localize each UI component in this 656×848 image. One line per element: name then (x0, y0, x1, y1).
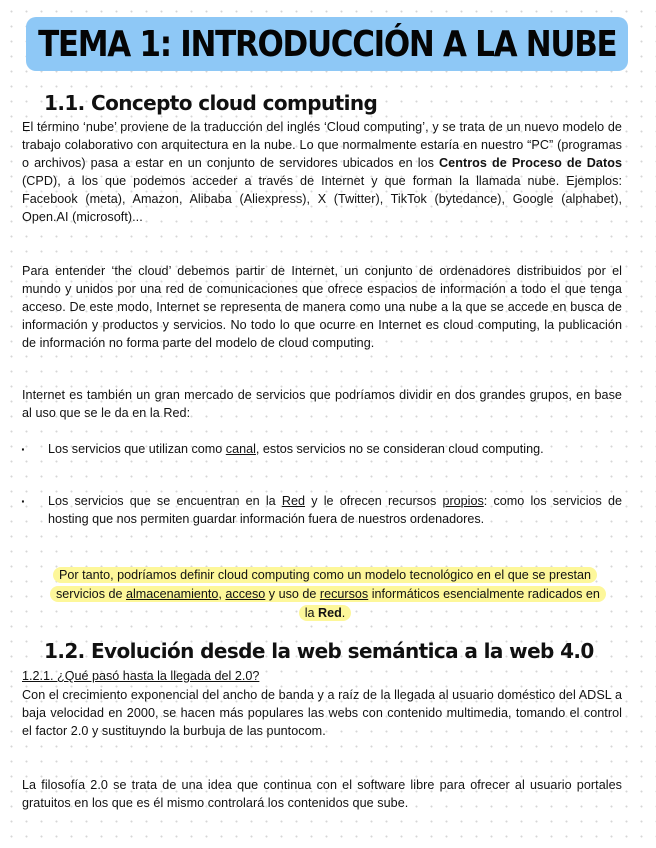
paragraph-market: Internet es también un gran mercado de servicios que podríamos dividir en dos grandes grupos, en base al uso que se le da en la Red: (22, 388, 622, 420)
title-banner (26, 17, 628, 71)
section-heading-1-2: 1.2. Evolución desde la web semántica a la web 4.0 (44, 639, 594, 663)
list-item: · Los servicios que utilizan como canal, estos servicios no se consideran cloud computing. (48, 440, 622, 458)
paragraph-concept: El término ‘nube’ proviene de la traducción del inglés ‘Cloud computing’, y se trata de un nuevo modelo de trabajo colaborativo con arquitectura en la nube. Lo que normalmente estaría en nuestro “PC” (programas o archivos) pasa a estar en un conjunto de servidores ubicados en los Centros de Proceso de Datos (CPD), a los que podemos acceder a través de Internet y que forman la llamada nube. Ejemplos: Facebook (meta), Amazon, Alibaba (Aliexpress), X (Twitter), TikTok (bytedance), Google (alphabet), Open.AI (microsoft)... (22, 120, 623, 224)
subsection-heading-1-2-1: 1.2.1. ¿Qué pasó hasta la llegada del 2.0? (22, 669, 260, 683)
definition-highlight (50, 566, 600, 623)
list-item: · Los servicios que se encuentran en la Red y le ofrecen recursos propios: como los servicios de hosting que nos permiten guardar información fuera de nuestros ordenadores. (48, 492, 622, 528)
paragraph-philosophy: La filosofía 2.0 se trata de una idea que continua con el software libre para ofrecer al usuario portales gratuitos en los que es él mismo controlará los contenidos que sube. (22, 778, 622, 810)
document-title: TEMA 1: INTRODUCCIÓN A LA NUBE (37, 23, 617, 65)
highlight-text: Por tanto, podríamos definir cloud computing como un modelo tecnológico en el que se prestan servicios de almacenamiento, acceso y uso de recursos informáticos esencialmente radicados en la Red. (50, 567, 606, 621)
section-heading-1-1: 1.1. Concepto cloud computing (44, 91, 378, 115)
paragraph-internet: Para entender ‘the cloud’ debemos partir de Internet, un conjunto de ordenadores distribuidos por el mundo y unidos por una red de comunicaciones que ofrece espacios de información a todo el que tenga acceso. De este modo, Internet se representa de manera como una nube a la que se accede en busca de información y productos y servicios. No todo lo que ocurre en Internet es cloud computing, la publicación de información no forma parte del modelo de cloud computing. (22, 264, 622, 350)
paragraph-bandwidth: Con el crecimiento exponencial del ancho de banda y a raíz de la llegada al usuario doméstico del ADSL a baja velocidad en 2000, se hacen más populares las webs con contenido multimedia, tomando el control el factor 2.0 y sustituyndo la burbuja de las puntocom. (22, 688, 622, 738)
